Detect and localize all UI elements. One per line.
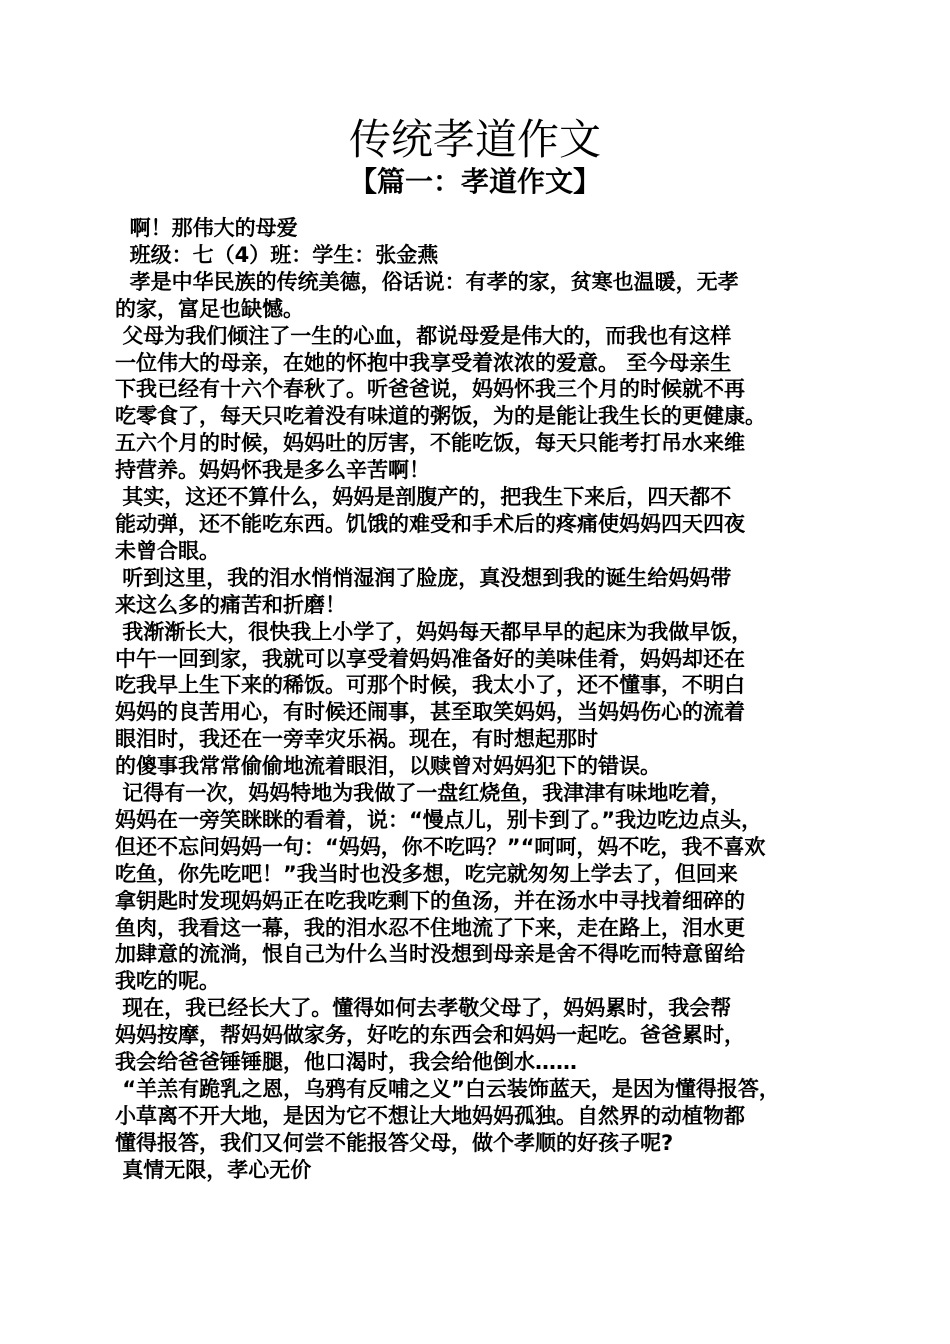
essay-line: 孝是中华民族的传统美德，俗话说：有孝的家，贫寒也温暖，无孝 — [115, 269, 739, 294]
essay-line: 班级：七（4）班：学生：张金燕 — [115, 242, 439, 267]
essay-line: 吃鱼，你先吃吧！”我当时也没多想，吃完就匆匆上学去了，但回来 — [115, 861, 738, 886]
essay-line: 持营养。妈妈怀我是多么辛苦啊！ — [115, 458, 430, 483]
essay-line: 未曾合眼。 — [115, 538, 220, 563]
essay-line: 父母为我们倾注了一生的心血，都说母爱是伟大的，而我也有这样 — [115, 323, 732, 348]
essay-line: 来这么多的痛苦和折磨！ — [115, 592, 346, 617]
essay-line: 眼泪时，我还在一旁幸灾乐祸。现在，有时想起那时 — [115, 727, 598, 752]
essay-line: 一位伟大的母亲，在她的怀抱中我享受着浓浓的爱意。 至今母亲生 — [115, 350, 732, 375]
essay-line: 我会给爸爸锤锤腿，他口渴时，我会给他倒水…… — [115, 1050, 577, 1075]
essay-line: 吃我早上生下来的稀饭。可那个时候，我太小了，还不懂事，不明白 — [115, 673, 745, 698]
essay-line: 记得有一次，妈妈特地为我做了一盘红烧鱼，我津津有味地吃着， — [115, 781, 732, 806]
essay-line: 妈妈在一旁笑眯眯的看着，说：“慢点儿，别卡到了。”我边吃边点头， — [115, 807, 763, 832]
essay-line: 妈妈按摩，帮妈妈做家务，好吃的东西会和妈妈一起吃。爸爸累时， — [115, 1023, 745, 1048]
document-title: 传统孝道作文 — [348, 115, 601, 164]
essay-line: 但还不忘问妈妈一句：“妈妈，你不吃吗？”“呵呵，妈不吃，我不喜欢 — [115, 834, 766, 859]
essay-line: 妈妈的良苦用心，有时候还闹事，甚至取笑妈妈，当妈妈伤心的流着 — [115, 700, 745, 725]
essay-line: 其实，这还不算什么，妈妈是剖腹产的，把我生下来后，四天都不 — [115, 485, 732, 510]
document-subtitle: 【篇一：孝道作文】 — [348, 165, 601, 198]
essay-line: 鱼肉，我看这一幕，我的泪水忍不住地流了下来，走在路上，泪水更 — [115, 915, 745, 940]
essay-line: 拿钥匙时发现妈妈正在吃我吃剩下的鱼汤，并在汤水中寻找着细碎的 — [115, 888, 745, 913]
essay-line: 加肆意的流淌，恨自己为什么当时没想到母亲是舍不得吃而特意留给 — [115, 942, 745, 967]
essay-line: 听到这里，我的泪水悄悄湿润了脸庞，真没想到我的诞生给妈妈带 — [115, 565, 732, 590]
essay-line: 懂得报答，我们又何尝不能报答父母，做个孝顺的好孩子呢? — [115, 1130, 674, 1155]
essay-line: 小草离不开大地，是因为它不想让大地妈妈孤独。自然界的动植物都 — [115, 1103, 745, 1128]
essay-line: 啊！那伟大的母爱 — [115, 216, 298, 240]
essay-line: 的家，富足也缺憾。 — [115, 296, 304, 321]
essay-line: 我吃的呢。 — [115, 969, 220, 994]
essay-line: 下我已经有十六个春秋了。听爸爸说，妈妈怀我三个月的时候就不再 — [115, 377, 745, 402]
essay-line: 我渐渐长大，很快我上小学了，妈妈每天都早早的起床为我做早饭， — [115, 619, 753, 644]
essay-line: 的傻事我常常偷偷地流着眼泪，以赎曾对妈妈犯下的错误。 — [115, 754, 661, 779]
essay-line: 能动弹，还不能吃东西。饥饿的难受和手术后的疼痛使妈妈四天四夜 — [115, 511, 745, 536]
essay-line: 真情无限，孝心无价 — [115, 1157, 312, 1182]
essay-line: 五六个月的时候，妈妈吐的厉害，不能吃饭，每天只能考打吊水来维 — [115, 431, 745, 456]
essay-body — [115, 215, 845, 1184]
essay-line: 中午一回到家，我就可以享受着妈妈准备好的美味佳肴，妈妈却还在 — [115, 646, 745, 671]
essay-line: 现在，我已经长大了。懂得如何去孝敬父母了，妈妈累时，我会帮 — [115, 996, 732, 1021]
essay-line: “羊羔有跪乳之恩，乌鸦有反哺之义”白云装饰蓝天，是因为懂得报答， — [115, 1077, 780, 1101]
essay-line: 吃零食了，每天只吃着没有味道的粥饭，为的是能让我生长的更健康。 — [115, 404, 766, 429]
